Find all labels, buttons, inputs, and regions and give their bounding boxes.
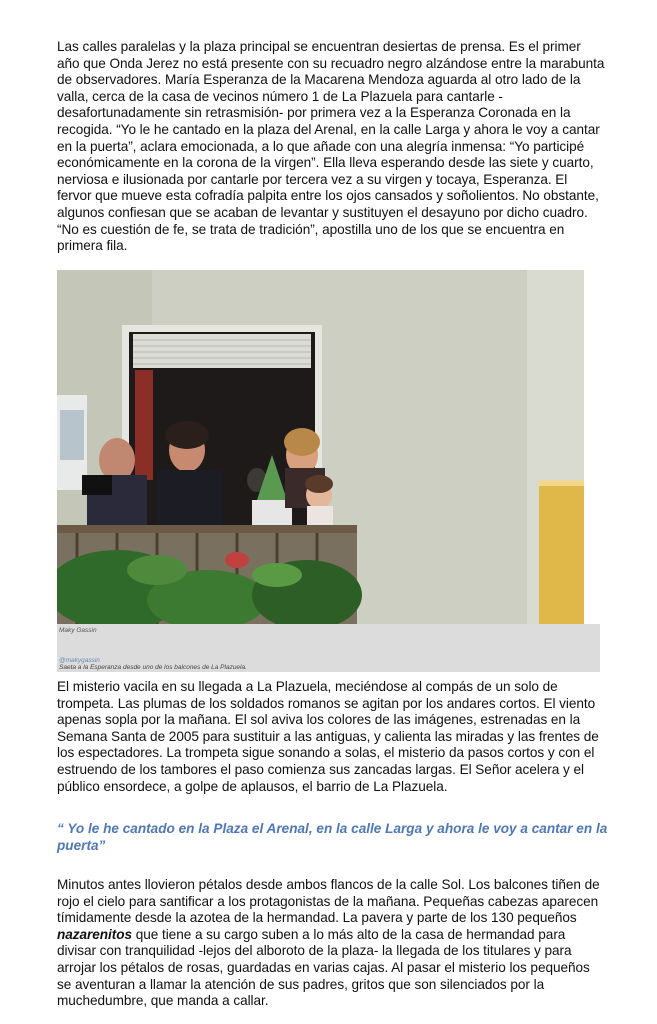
paragraph-3-text-end: que tiene a su cargo suben a lo más alto de la casa de hermandad para divisar con tranquilidad -lejos del alboroto de la plaza- la llegada de los titulares y para arrojar los pétalos de rosas, guardadas en varias cajas. Al pasar el misterio los pequeños se aventuran a llamar la atención de sus padres, gritos que son silenciados por la muchedumbre, que manda a callar. bbox=[57, 926, 590, 1009]
article-paragraph-3 bbox=[57, 877, 605, 1010]
photographer-credit: Maky Gassin bbox=[59, 627, 97, 634]
photographer-handle-link[interactable]: @makygassin bbox=[59, 657, 100, 664]
article-paragraph-1: Las calles paralelas y la plaza principal se encuentran desiertas de prensa. Es el primer año que Onda Jerez no está presente con su recuadro negro alzándose entre la marabunta de observadores. María Esperanza de la Macarena Mendoza aguarda al otro lado de la valla, cerca de la casa de vecinos número 1 de La Plazuela para cantarle -desafortunadamente sin retrasmisión- por primera vez a la Esperanza Coronada en la recogida. “Yo le he cantado en la plaza del Arenal, en la calle Larga y ahora le voy a cantar en la puerta”, aclara emocionada, a lo que añade con una alegría inmensa: “Yo participé económicamente en la corona de la virgen”. Ella lleva esperando desde las siete y cuarto, nerviosa e ilusionada por cantarle por tercera vez a su virgen y tocaya, Esperanza. El fervor que mueve esta cofradía palpita entre los ojos cansados y soñolientos. No obstante, algunos confiesan que se acaban de levantar y sustituyen el desayuno por dicho cuadro. “No es cuestión de fe, se trata de tradición”, apostilla uno de los que se encuentra en primera fila. bbox=[57, 39, 605, 254]
caption-text: Saeta a la Esperanza desde uno de los balcones de La Plazuela. bbox=[59, 664, 247, 671]
photo-caption bbox=[57, 624, 600, 672]
article-paragraph-2: El misterio vacila en su llegada a La Plazuela, meciéndose al compás de un solo de trompeta. Las plumas de los soldados romanos se agitan por los andares cortos. El viento apenas sopla por la mañana. El sol aviva los colores de las imágenes, estrenadas en la Semana Santa de 2005 para sustituir a las antiguas, y calienta las miradas y las frentes de los espectadores. La trompeta sigue sonando a solas, el misterio da pasos cortos y con el estruendo de los tambores el paso comienza sus zancadas largas. El Señor acelera y el público ensordece, a golpe de aplausos, el barrio de La Plazuela. bbox=[57, 679, 599, 794]
emphasis-nazarenitos: nazarenitos bbox=[57, 926, 132, 942]
pull-quote: “ Yo le he cantado en la Plaza el Arenal, en la calle Larga y ahora le voy a cantar en la puerta” bbox=[57, 821, 608, 853]
paragraph-3-text: Minutos antes llovieron pétalos desde ambos flancos de la calle Sol. Los balcones tiñen de rojo el cielo para santificar a los protagonistas de la mañana. Pequeñas cabezas aparecen tímidamente desde la azotea de la hermandad. La pavera y parte de los 130 pequeños bbox=[57, 877, 600, 926]
balcony-photo bbox=[57, 270, 584, 624]
